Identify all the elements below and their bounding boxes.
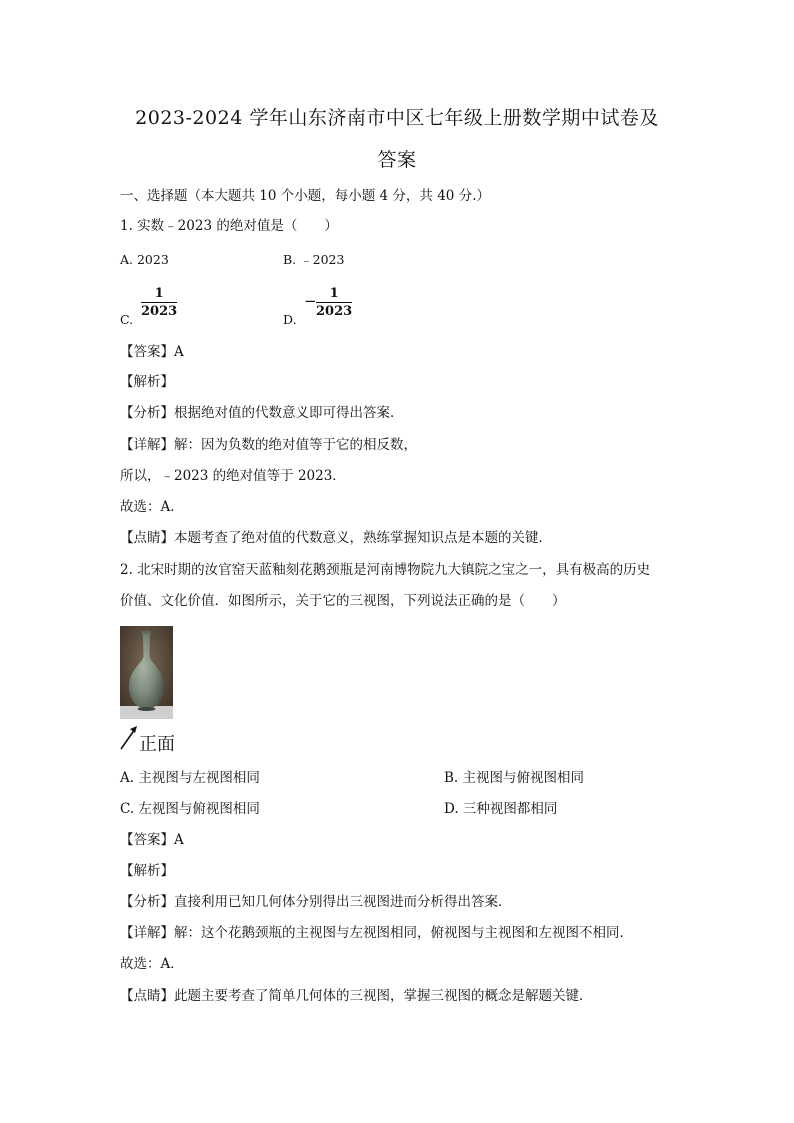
q1-option-c-numerator: 1 — [141, 286, 177, 303]
figure-label-front: 正面 — [139, 734, 175, 755]
q1-analysis-heading: 【解析】 — [120, 374, 174, 390]
q1-stem: 1. 实数﹣2023 的绝对值是（ ） — [120, 218, 338, 234]
q1-option-d-numerator: 1 — [316, 286, 352, 303]
q2-answer: 【答案】A — [120, 832, 184, 848]
q1-option-d-label: D. — [283, 312, 297, 327]
q2-comment: 【点睛】此题主要考查了简单几何体的三视图，掌握三视图的概念是解题关键． — [120, 988, 593, 1004]
q1-choice: 故选：A． — [120, 499, 184, 515]
q2-stem-line2: 价值、文化价值．如图所示，关于它的三视图，下列说法正确的是（ ） — [120, 593, 566, 609]
vase-photo — [120, 626, 173, 719]
q1-option-a: A. 2023 — [120, 252, 169, 267]
q1-detail-line2: 所以，﹣2023 的绝对值等于 2023． — [120, 468, 346, 484]
q2-stem-line1: 2. 北宋时期的汝官窑天蓝釉刻花鹅颈瓶是河南博物院九大镇院之宝之一，具有极高的历史 — [120, 562, 651, 578]
q2-choice: 故选：A． — [120, 956, 184, 972]
q1-detail: 【详解】解：因为负数的绝对值等于它的相反数， — [120, 437, 417, 453]
q1-option-b: B. ﹣2023 — [283, 252, 345, 267]
vase-illustration — [120, 626, 173, 719]
document-title-line1: 2023-2024 学年山东济南市中区七年级上册数学期中试卷及 — [135, 107, 659, 129]
q1-option-d-denominator: 2023 — [316, 304, 353, 319]
q2-detail: 【详解】解：这个花鹅颈瓶的主视图与左视图相同，俯视图与主视图和左视图不相同． — [120, 925, 633, 941]
q2-option-a: A. 主视图与左视图相同 — [120, 770, 260, 786]
q1-option-c-fraction — [141, 286, 177, 319]
q1-answer: 【答案】A — [120, 344, 184, 360]
document-title-line2: 答案 — [377, 149, 417, 171]
q2-analysis-heading: 【解析】 — [120, 863, 174, 879]
q1-comment: 【点睛】本题考查了绝对值的代数意义，熟练掌握知识点是本题的关键． — [120, 530, 552, 546]
q1-option-d-fraction — [316, 286, 352, 319]
q1-option-c-label: C. — [120, 312, 134, 327]
q2-option-c: C. 左视图与俯视图相同 — [120, 801, 260, 817]
q1-option-c-denominator: 2023 — [141, 304, 178, 319]
q1-option-d-minus-sign: − — [304, 292, 317, 310]
q2-analysis: 【分析】直接利用已知几何体分别得出三视图进而分析得出答案． — [120, 894, 512, 910]
q2-option-d: D. 三种视图都相同 — [444, 801, 558, 817]
section-heading: 一、选择题（本大题共 10 个小题，每小题 4 分，共 40 分.） — [120, 188, 490, 204]
q2-option-b: B. 主视图与俯视图相同 — [444, 770, 585, 786]
q1-analysis: 【分析】根据绝对值的代数意义即可得出答案． — [120, 405, 404, 421]
